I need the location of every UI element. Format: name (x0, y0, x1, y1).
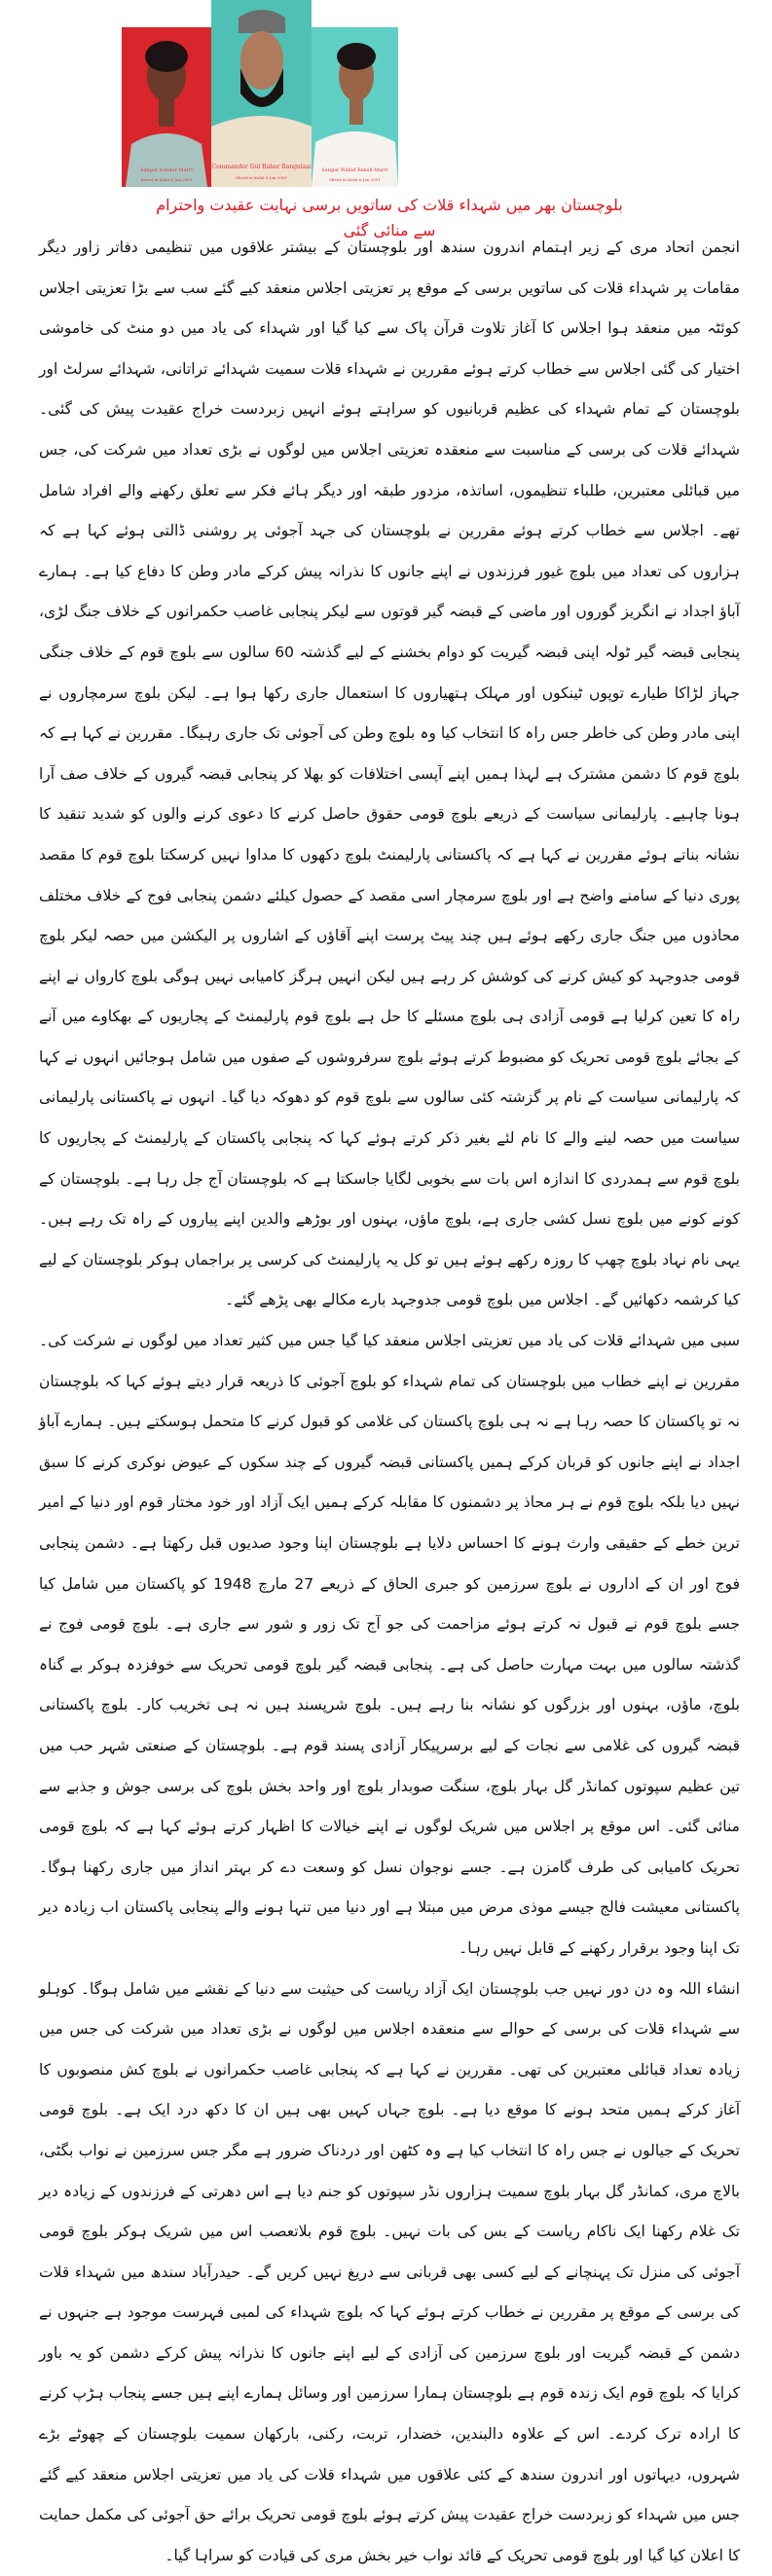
photo-caption-name: Sangat Wahid Baksh Marri (321, 167, 388, 173)
martyrs-photo-strip (122, 0, 398, 187)
article-paragraph: انجمن اتحاد مری کے زیر اہتمام اندرون سندھ اور بلوچستان کے بیشتر علاقوں میں تنظیمی دفاتر زاور دیگر مقامات پر شہداء قلات کی ساتویں برسی کے موقع پر تعزیتی اجلاس منعقد کیے گئے سب سے بڑا تعزیتی اجلاس کوئٹہ میں منعقد ہوا اجلاس کا آغاز تلاوت قرآن پاک سے کیا گیا اور شہداء کی یاد میں دو منٹ کی خاموشی اختیار کی گئی اجلاس سے خطاب کرتے ہوئے مقررین نے شہداء قلات سمیت شہدائے تراتانی، شہدائے سرلٹ اور بلوچستان کے تمام شہداء کی عظیم قربانیوں کو سراہتے ہوئے انہیں زبردست خراج عقیدت پیش کی گئی۔ شہدائے قلات کی برسی کے مناسبت سے منعقدہ تعزیتی اجلاس میں لوگوں نے بڑی تعداد میں شرکت کی، جس میں قبائلی معتبرین، طلباء تنظیموں، اساتذہ، مزدور طبقہ اور دیگر ہائے فکر سے تعلق رکھنے والے افراد شامل تھے۔ اجلاس سے خطاب کرتے ہوئے مقررین نے بلوچستان کی جہد آجوئی پر روشنی ڈالتی ہوئے کہا ہے کہ ہزاروں کی تعداد میں بلوچ غیور فرزندوں نے اپنے جانوں کا نذرانہ پیش کرکے مادر وطن کا دفاع کیا ہے۔ ہمارے آباؤ اجداد نے انگریز گوروں اور ماضی کے قبضہ گیر قوتوں سے لیکر پنجابی غاصب حکمرانوں کے خلاف جنگ لڑی، پنجابی قبضہ گیر ٹولہ اپنی قبضہ گیریت کو دوام بخشنے کے لیے گذشتہ 60 سالوں سے بلوچ قوم کے خلاف جنگی جہاز لڑاکا طیارے توپوں ٹینکوں اور مہلک ہتھیاروں کا استعمال جاری رکھا ہوا ہے۔ لیکن بلوچ سرمچاروں نے اپنی مادر وطن کی خاطر جس راہ کا انتخاب کیا وہ بلوچ وطن کی آجوئی تک جاری رہیگا۔ مقررین نے کہا ہے کہ بلوچ قوم کا دشمن مشترک ہے لہذا ہمیں اپنے آپسی اختلافات کو بھلا کر پنجابی قبضہ گیروں کے خلاف صف آرا ہونا چاہیے۔ پارلیمانی سیاست کے ذریعے بلوچ قومی حقوق حاصل کرنے کا دعوی کرنے والوں کو شدید تنقید کا نشانہ بناتے ہوئے مقررین نے کہا ہے کہ پاکستانی پارلیمنٹ بلوچ دکھوں کا مداوا نہیں کرسکتا بلوچ قوم کا مقصد پوری دنیا کے سامنے واضح ہے اور بلوچ سرمچار اسی مقصد کے حصول کیلئے دشمن پنجابی فوج کے خلاف مختلف محاذوں میں جنگ جاری رکھے ہوئے ہیں چند پیٹ پرست اپنے آقاؤں کے اشاروں پر الیکشن میں حصہ لیکر بلوچ قومی جدوجہد کو کیش کرنے کی کوشش کر رہے ہیں لیکن انہیں ہرگز کامیابی نہیں ہوگی بلوچ کارواں نے اپنے راہ کا تعین کرلیا ہے قومی آزادی ہی بلوچ مسئلے کا حل ہے بلوچ قوم پارلیمنٹ کے پجاریوں کے بھکاوے میں آنے کے بجائے بلوچ قومی تحریک کو مضبوط کرتے ہوئے بلوچ سرفروشوں کے صفوں میں شامل ہوجائیں انہوں نے کہا کہ پارلیمانی سیاست کے نام پر گزشتہ کئی سالوں سے بلوچ قوم کو دھوکہ دیا گیا۔ انہوں نے پاکستانی پارلیمانی سیاست میں حصہ لینے والے کا نام لئے بغیر ذکر کرتے ہوئے کہا کہ پنجابی پاکستان کے پارلیمنٹ کے پجاریوں کا بلوچ قوم سے ہمدردی کا اندازہ اس بات سے بخوبی لگایا جاسکتا ہے کہ بلوچستان آج جل رہا ہے۔ بلوچستان کے کونے کونے میں بلوچ نسل کشی جاری ہے، بلوچ ماؤں، بہنوں اور بوڑھے والدین اپنے پیاروں کے راہ تک رہے ہیں۔ یہی نام نہاد بلوچ چھپ کا روزہ رکھے ہوئے ہیں تو کل یہ پارلیمنٹ کی کرسی پر براجماں ہوکر بلوچستان کے لیے کیا کرشمہ دکھائیں گے۔ اجلاس میں بلوچ قومی جدوجہد بارے مکالے بھی پڑھے گئے۔ (39, 239, 741, 1309)
article-paragraph: سبی میں شہدائے قلات کی یاد میں تعزیتی اجلاس منعقد کیا گیا جس میں کثیر تعداد میں لوگوں نے شرکت کی۔ مقررین نے اپنے خطاب میں بلوچستان کی تمام شہداء کو بلوچ آجوئی کا ذریعہ قرار دیتے ہوئے کہا کہ بلوچستان نہ تو پاکستان کا حصہ رہا ہے نہ ہی بلوچ پاکستان کی غلامی کو قبول کرنے کا متحمل ہوسکتے ہیں۔ ہمارے آباؤ اجداد نے اپنے جانوں کو قربان کرکے ہمیں پاکستانی قبضہ گیروں کے چند سکوں کے عیوض نوکری کرنے کا سبق نہیں دیا بلکہ بلوچ قوم نے ہر محاذ پر دشمنوں کا مقابلہ کرکے ہمیں ایک آزاد اور خود مختار قوم اور دنیا کے امیر ترین خطے کے حقیقی وارث ہونے کا احساس دلایا ہے بلوچستان اپنا وجود صدیوں قبل رکھتا ہے۔ دشمن پنجابی فوج اور ان کے اداروں نے بلوچ سرزمین کو جبری الحاق کے ذریعے 27 مارچ 1948 کو پاکستان میں شامل کیا جسے بلوچ قوم نے قبول نہ کرتے ہوئے مزاحمت کی جو آج تک زور و شور سے جاری ہے۔ بلوچ قومی فوج نے گذشتہ سالوں میں بہت مہارت حاصل کی ہے۔ پنجابی قبضہ گیر بلوچ قومی تحریک سے خوفزدہ ہوکر بے گناہ بلوچ، ماؤں، بہنوں اور بزرگوں کو نشانہ بنا رہے ہیں۔ بلوچ شرپسند ہیں نہ ہی تخریب کار۔ بلوچ پاکستانی قبضہ گیروں کی غلامی سے نجات کے لیے برسرپیکار آزادی پسند قوم ہے۔ بلوچستان کے صنعتی شہر حب میں تین عظیم سپوتوں کمانڈر گل بہار بلوچ، سنگت صوبدار بلوچ اور واحد بخش بلوچ کی برسی جوش و جذبے سے منائی گئی۔ اس موقع پر اجلاس میں شریک لوگوں نے اپنے خیالات کا اظہار کرتے ہوئے کہا ہے کہ بلوچ قومی تحریک کامیابی کی طرف گامزن ہے۔ جسے نوجوان نسل کو وسعت دے کر بہتر انداز میں جاری رکھنا ہوگا۔ پاکستانی معیشت فالج جیسے موذی مرض میں مبتلا ہے اور دنیا میں تنہا ہونے والے پنجابی پاکستان اب زیادہ دیر تک اپنا وجود برقرار رکھنے کے قابل نہیں رہا۔ (39, 1332, 740, 1957)
portrait-image (122, 27, 211, 187)
portrait-image (312, 27, 398, 187)
portrait-gul-bahar-bangulzai (211, 0, 312, 187)
portrait-sohdar-marri (122, 27, 211, 187)
photo-caption-subtitle: Sheed in Kalat 6 Jan 2001 (329, 177, 381, 182)
article-paragraph: انشاء اللہ وہ دن دور نہیں جب بلوچستان ایک آزاد ریاست کی حیثیت سے دنیا کے نقشے میں شامل ہوگا۔ کوہلو سے شہداء قلات کی برسی کے حوالے سے منعقدہ اجلاس میں لوگوں نے بڑی تعداد میں شرکت کی جس میں زیادہ تعداد قبائلی معتبرین کی تھی۔ مقررین نے کہا ہے کہ پنجابی غاصب حکمرانوں نے بلوچ کش منصوبوں کا آغاز کرکے ہمیں متحد ہونے کا موقع دیا ہے۔ بلوچ جہاں کہیں بھی ہیں ان کا دکھ درد ایک ہے۔ بلوچ قومی تحریک کے جیالوں نے جس راہ کا انتخاب کیا ہے وہ کٹھن اور دردناک ضرور ہے مگر جس سرزمین نے نواب بگٹی، بالاچ مری، کمانڈر گل بہار بلوچ سمیت ہزاروں نڈر سپوتوں کو جنم دیا ہے اس دھرتی کے فرزندوں کے زیادہ دیر تک غلام رکھنا ایک ناکام ریاست کے بس کی بات نہیں۔ بلوچ قوم بلاتعصب اس میں شریک ہوکر بلوچ قومی آجوئی کی منزل تک پہنچانے کے لیے کسی بھی قربانی سے دریغ نہیں کریں گے۔ حیدرآباد سندھ میں شہداء قلات کی برسی کے موقع پر مقررین نے خطاب کرتے ہوئے کہا کہ بلوچ شہداء کی لمبی فہرست موجود ہے جنہوں نے دشمن کے قبضہ گیریت اور بلوچ سرزمین کی آزادی کے لیے اپنے جانوں کا نذرانہ پیش کرکے دشمن کو یہ باور کرایا کہ بلوچ قوم ایک زندہ قوم ہے بلوچستان ہمارا سرزمین اور وسائل ہمارے اپنے ہیں جسے پنجاب ہڑپ کرنے کا ارادہ ترک کردے۔ اس کے علاوہ دالبندین، خضدار، تربت، رکنی، بارکھان سمیت بلوچستان کے چھوٹے بڑے شہروں، دیہاتوں اور اندرون سندھ کے کئی علاقوں میں شہداء قلات کی یاد میں تعزیتی اجلاس منعقد کیے گئے جس میں شہداء کو زبردست خراج عقیدت پیش کرتے ہوئے بلوچ قومی تحریک برائے حق آجوئی کی مکمل حمایت کا اعلان کیا گیا اور بلوچ قومی تحریک کے قائد نواب خیر بخش مری کی قیادت کو سراہا گیا۔ (39, 1979, 740, 2564)
photo-caption (122, 167, 211, 183)
photo-caption-name: Commander Gul Bahar Bangulzai (211, 164, 312, 170)
photo-caption-subtitle: Sheed in Kalat 6 Jan 2001 (140, 177, 193, 182)
portrait-image (211, 0, 312, 187)
photo-caption-subtitle: Sheed in Kalat 6 Jan 2001 (236, 175, 287, 180)
photo-caption (312, 167, 398, 183)
photo-caption-name: Sangat Sohdar Marri (140, 167, 193, 173)
article-body (39, 228, 740, 2576)
photo-caption (211, 164, 312, 181)
portrait-wahid-baksh-marri (312, 27, 398, 187)
article-headline: بلوچستان بھر میں شہداء قلات کی ساتویں برسی نہایت عقیدت واحترام سے منائی گئی (156, 196, 623, 239)
